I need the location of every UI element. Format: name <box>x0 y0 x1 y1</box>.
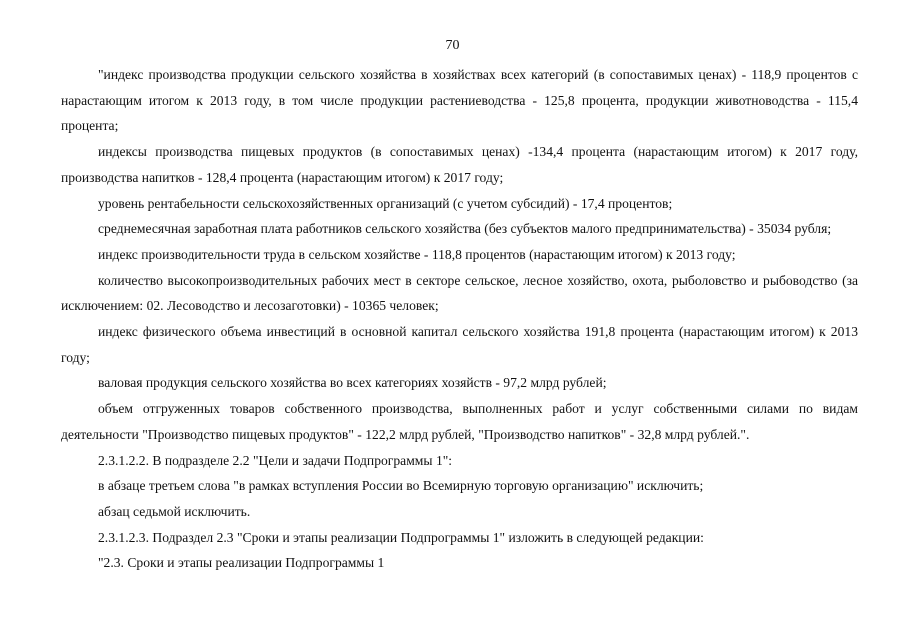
paragraph-shipped-goods: объем отгруженных товаров собственного производства, выполненных работ и услуг собственными силами по видам деятельности "Производство пищевых продуктов" - 122,2 млрд рублей, "Производство напитков" - 32,8 млрд рублей.". <box>61 401 858 442</box>
paragraph-food-production-index: индексы производства пищевых продуктов (в сопоставимых ценах) -134,4 процента (нарастающим итогом) к 2017 году, производства напитков - 128,4 процента (нарастающим итогом) к 2017 году; <box>61 144 858 185</box>
paragraph-section-2-3-heading: "2.3. Сроки и этапы реализации Подпрограммы 1 <box>98 555 385 571</box>
paragraph-labor-productivity: индекс производительности труда в сельском хозяйстве - 118,8 процентов (нарастающим итогом) к 2013 году; <box>98 246 736 262</box>
paragraph-seventh-abzac: абзац седьмой исключить. <box>98 503 251 519</box>
paragraph-production-index: "индекс производства продукции сельского хозяйства в хозяйствах всех категорий (в сопоставимых ценах) - 118,9 процентов с нарастающим итогом к 2013 году, в том числе продукции растениеводства - 125,8 процента, продукции животноводства - 115,4 процента; <box>61 67 858 134</box>
paragraph-section-2-3-1-2-3: 2.3.1.2.3. Подраздел 2.3 "Сроки и этапы реализации Подпрограммы 1" изложить в следующей редакции: <box>98 529 704 545</box>
paragraph-third-abzac: в абзаце третьем слова "в рамках вступления России во Всемирную торговую организацию" исключить; <box>98 478 704 494</box>
paragraph-investment-index: индекс физического объема инвестиций в основной капитал сельского хозяйства 191,8 процента (нарастающим итогом) к 2013 году; <box>61 324 858 365</box>
paragraph-profitability: уровень рентабельности сельскохозяйственных организаций (с учетом субсидий) - 17,4 процентов; <box>98 195 673 211</box>
paragraph-average-salary: среднемесячная заработная плата работников сельского хозяйства (без субъектов малого предпринимательства) - 35034 рубля; <box>98 221 832 237</box>
paragraph-gross-output: валовая продукция сельского хозяйства во всех категориях хозяйств - 97,2 млрд рублей; <box>98 375 607 391</box>
page-number: 70 <box>445 38 460 53</box>
document-body <box>61 62 858 576</box>
paragraph-workplaces: количество высокопроизводительных рабочих мест в секторе сельское, лесное хозяйство, охота, рыболовство и рыбоводство (за исключением: 02. Лесоводство и лесозаготовки) - 10365 человек; <box>61 272 858 314</box>
paragraph-section-2-3-1-2-2: 2.3.1.2.2. В подразделе 2.2 "Цели и задачи Подпрограммы 1": <box>98 452 453 468</box>
